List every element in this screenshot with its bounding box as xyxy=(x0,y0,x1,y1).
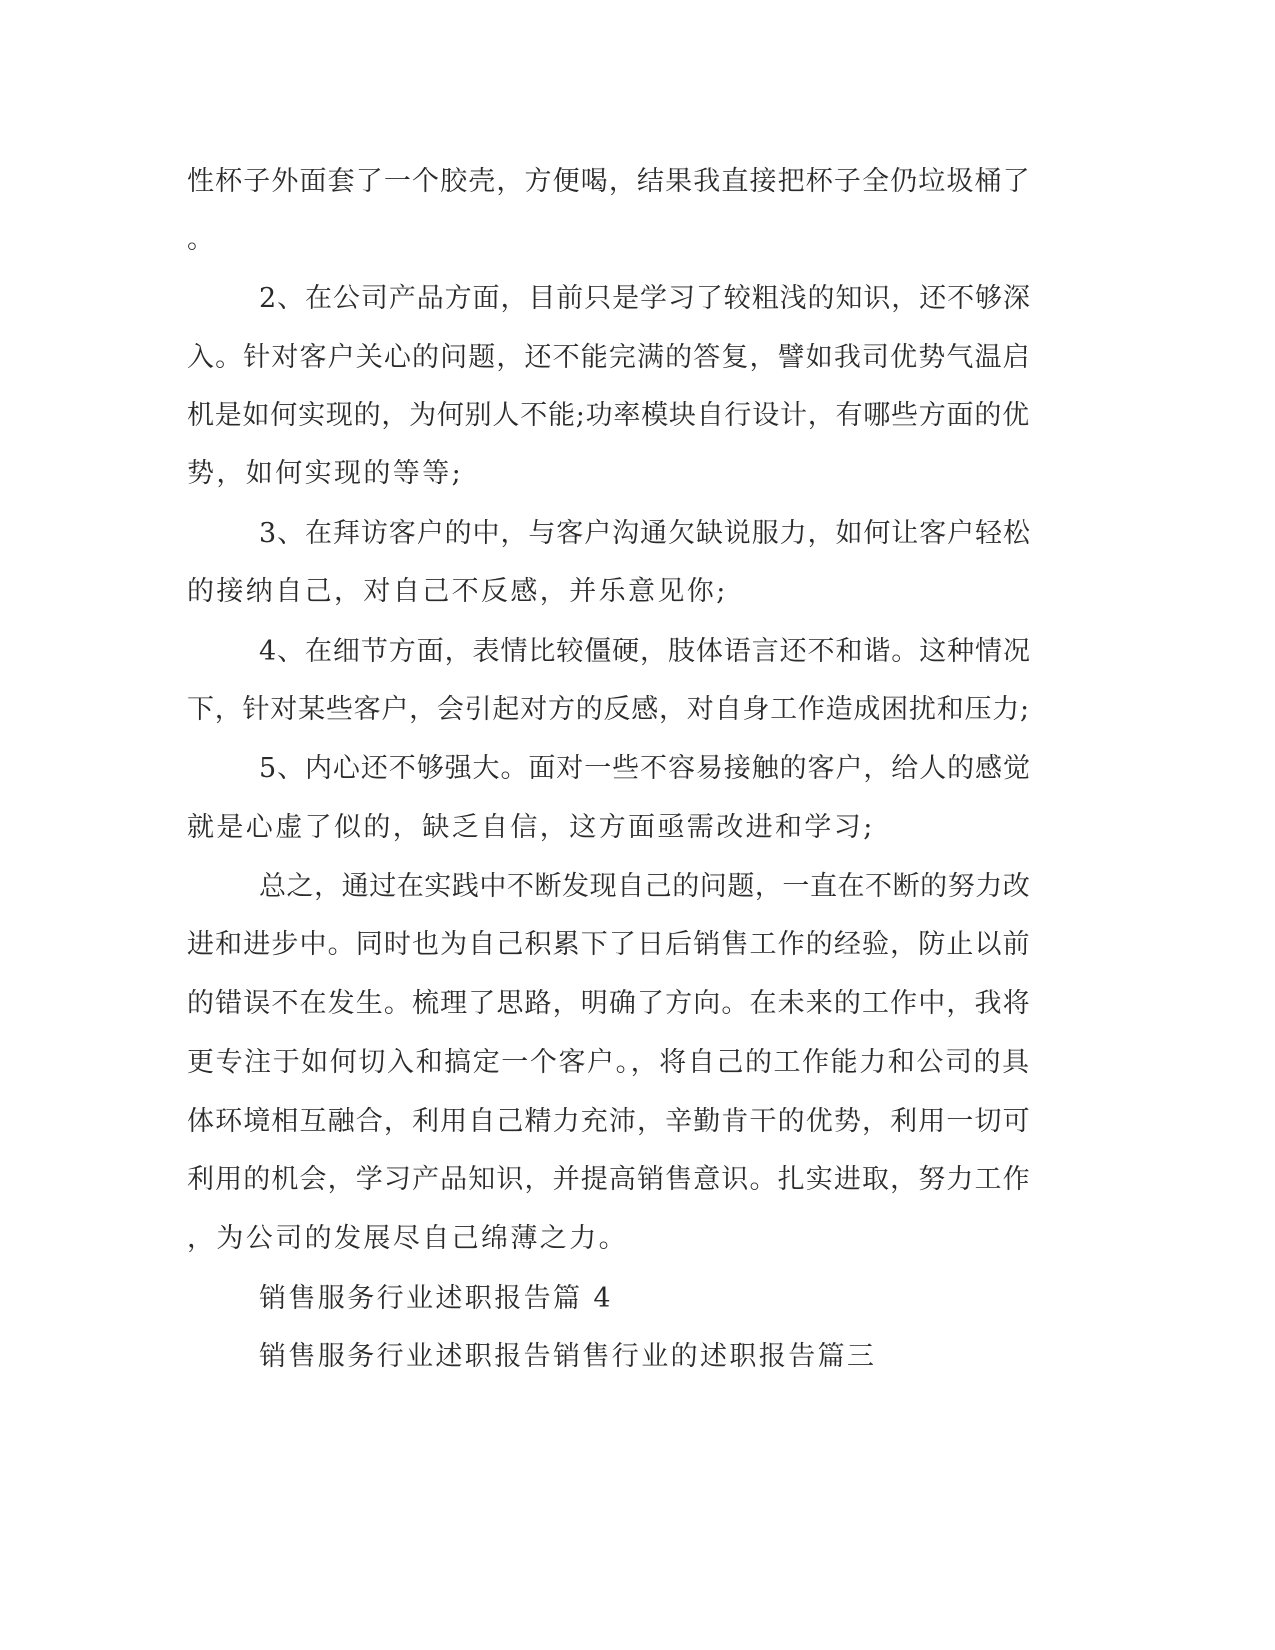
section-heading: 销售服务行业述职报告销售行业的述职报告篇三 xyxy=(259,1341,877,1372)
text-line: 就是心虚了似的，缺乏自信，这方面亟需改进和学习; xyxy=(187,812,875,843)
text-line: 性杯子外面套了一个胶壳，方便喝，结果我直接把杯子全仍垃圾桶了 xyxy=(187,166,1031,197)
text-line: 5、内心还不够强大。面对一些不容易接触的客户，给人的感觉 xyxy=(259,753,1031,784)
text-line: 的接纳自己，对自己不反感，并乐意见你; xyxy=(187,576,728,607)
text-line: 4、在细节方面，表情比较僵硬，肢体语言还不和谐。这种情况 xyxy=(259,636,1031,667)
text-line: 势，如何实现的等等; xyxy=(187,458,464,489)
text-line: 入。针对客户关心的问题，还不能完满的答复，譬如我司优势气温启 xyxy=(187,342,1031,373)
section-heading: 销售服务行业述职报告篇 4 xyxy=(259,1283,613,1314)
text-line: 3、在拜访客户的中，与客户沟通欠缺说服力，如何让客户轻松 xyxy=(259,518,1031,549)
text-line: 体环境相互融合，利用自己精力充沛，辛勤肯干的优势，利用一切可 xyxy=(187,1106,1031,1137)
text-line: 机是如何实现的，为何别人不能;功率模块自行设计，有哪些方面的优 xyxy=(187,400,1030,431)
text-line: 2、在公司产品方面，目前只是学习了较粗浅的知识，还不够深 xyxy=(259,283,1031,314)
text-line: 更专注于如何切入和搞定一个客户。，将自己的工作能力和公司的具 xyxy=(187,1047,1031,1078)
text-line: 总之，通过在实践中不断发现自己的问题，一直在不断的努力改 xyxy=(259,871,1031,902)
text-line: 进和进步中。同时也为自己积累下了日后销售工作的经验，防止以前 xyxy=(187,929,1031,960)
text-line: 。 xyxy=(187,224,217,255)
text-line: 的错误不在发生。梳理了思路，明确了方向。在未来的工作中，我将 xyxy=(187,988,1031,1019)
text-line: ，为公司的发展尽自己绵薄之力。 xyxy=(187,1223,628,1254)
text-line: 下，针对某些客户，会引起对方的反感，对自身工作造成困扰和压力; xyxy=(187,694,1030,725)
text-line: 利用的机会，学习产品知识，并提高销售意识。扎实进取，努力工作 xyxy=(187,1164,1031,1195)
